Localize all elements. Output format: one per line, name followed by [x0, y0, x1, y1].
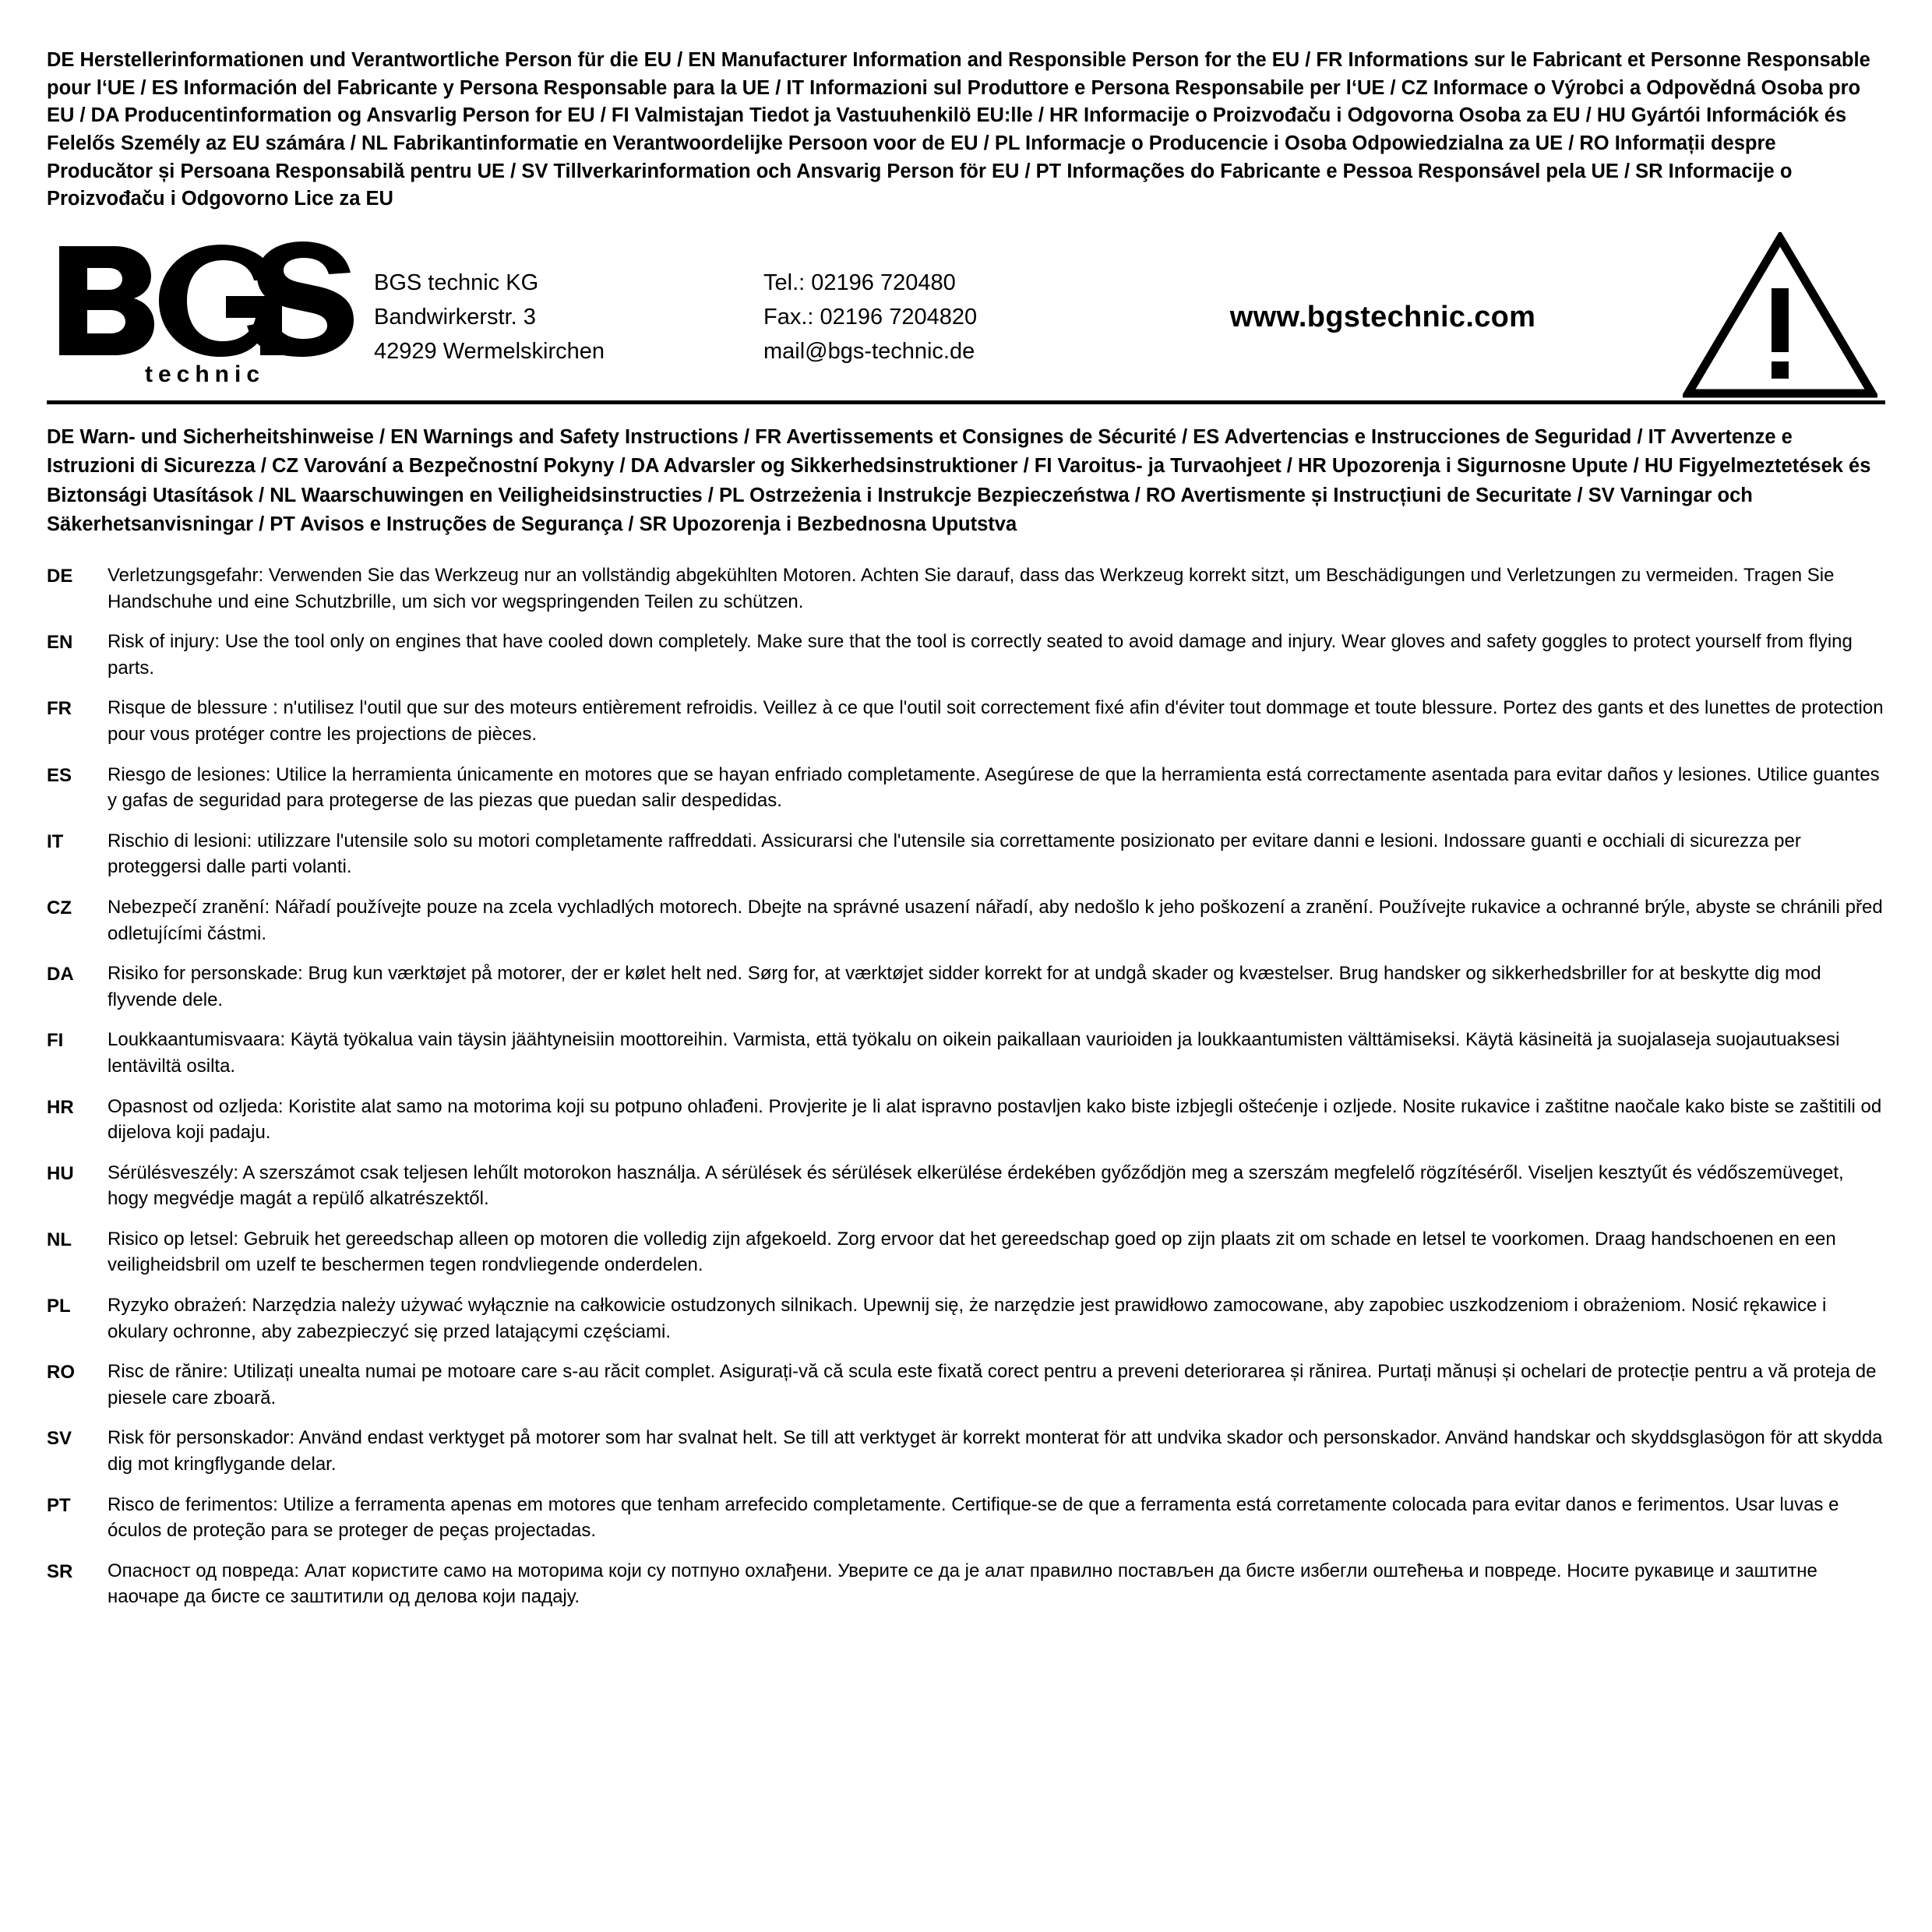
- language-code: EN: [47, 632, 73, 654]
- company-city: 42929 Wermelskirchen: [374, 339, 605, 365]
- list-item: [47, 1359, 1885, 1411]
- bgs-logo-subtext-icon: [53, 357, 365, 391]
- svg-text:technic: technic: [145, 361, 266, 388]
- note-text: Risk of injury: Use the tool only on engines that have cooled down completely. Make sure that the tool is correctly seated to avoid damage and injury. Wear gloves and safety goggles to protect yourself from flying parts.: [108, 631, 1853, 679]
- note-text: Nebezpečí zranění: Nářadí používejte pouze na zcela vychladlých motorech. Dbejte na správné usazení nářadí, aby nedošlo k jeho poškození a zranění. Používejte rukavice a ochranné brýle, abyste se chránili před odletujícími částmi.: [108, 896, 1883, 944]
- language-code: RO: [47, 1362, 75, 1384]
- list-item: [47, 894, 1885, 947]
- safety-notes-list: [47, 562, 1885, 1610]
- language-code: NL: [47, 1229, 72, 1250]
- note-text: Verletzungsgefahr: Verwenden Sie das Werkzeug nur an vollständig abgekühlten Motoren. Achten Sie darauf, dass das Werkzeug korrekt sitzt, um Beschädigungen und Verletzungen zu vermeiden. Tragen Sie Handschuhe und eine Schutzbrille, um sich vor wegspringenden Teilen zu schützen.: [108, 565, 1835, 612]
- list-item: [47, 828, 1885, 880]
- company-tel: Tel.: 02196 720480: [763, 270, 956, 295]
- note-text: Risco de ferimentos: Utilize a ferramenta apenas em motores que tenham arrefecido completamente. Certifique-se de que a ferramenta está corretamente colocada para evitar danos e ferimentos. Usar luvas e óculos de proteção para se proteger de peças projectadas.: [108, 1493, 1839, 1542]
- list-item: [47, 629, 1885, 681]
- company-website[interactable]: www.bgstechnic.com: [1229, 300, 1536, 333]
- list-item: [47, 695, 1885, 747]
- warnings-heading: DE Warn- und Sicherheitshinweise / EN Warnings and Safety Instructions / FR Avertissements et Consignes de Sécurité / ES Advertencias e Instrucciones de Seguridad / IT Avvertenze e Istruzioni di Sicurezza / CZ Varování a Bezpečnostní Pokyny / DA Advarsler og Sikkerhedsinstruktioner / FI Varoitus- ja Turvaohjeet / HR Upozorenja i Sigurnosne Upute / HU Figyelmeztetések és Biztonsági Utasítások / NL Waarschuwingen en Veiligheidsinstructies / PL Ostrzeżenia i Instrukcje Bezpieczeństwa / RO Avertismente și Instrucțiuni de Securitate / SV Varningar och Säkerhetsanvisningar / PT Avisos e Instruções de Segurança / SR Upozorenja i Bezbednosna Uputstva: [47, 426, 1871, 535]
- company-email[interactable]: mail@bgs-technic.de: [763, 339, 975, 365]
- language-code: DA: [47, 964, 74, 985]
- language-code: FR: [47, 698, 72, 720]
- note-text: Risque de blessure : n'utilisez l'outil que sur des moteurs entièrement refroidis. Veillez à ce que l'outil soit correctement fixé afin d'éviter tout dommage et toute blessure. Portez des gants et des lunettes de protection pour vous protéger contre les projections de pièces.: [108, 697, 1884, 745]
- note-text: Risk för personskador: Använd endast verktyget på motorer som har svalnat helt. Se till att verktyget är korrekt monterat för att undvika skador och personskador. Använd handskar och skyddsglasögon för att skydda dig mot kringflygande delar.: [108, 1427, 1883, 1475]
- language-code: HR: [47, 1096, 74, 1118]
- note-text: Risico op letsel: Gebruik het gereedschap alleen op motoren die volledig zijn afgekoeld. Zorg ervoor dat het gereedschap goed op zijn plaats zit om schade en letsel te voorkomen. Draag handschoenen en een veiligheidsbril om uzelf te beschermen tegen rondvliegende onderdelen.: [108, 1228, 1836, 1276]
- list-item: [47, 1160, 1885, 1212]
- company-street: Bandwirkerstr. 3: [374, 305, 536, 330]
- note-text: Ryzyko obrażeń: Narzędzia należy używać wyłącznie na całkowicie ostudzonych silnikach. Upewnij się, że narzędzie jest prawidłowo zamocowane, aby zapobiec uszkodzeniom i obrażeniom. Nosić rękawice i okulary ochronne, aby zabezpieczyć się przed latającymi częściami.: [108, 1295, 1827, 1342]
- note-text: Opasnost od ozljeda: Koristite alat samo na motorima koji su potpuno ohlađeni. Provjerite je li alat ispravno postavljen kako biste izbjegli oštećenje i ozljede. Nosite rukavice i zaštitne naočale kako biste se zaštitili od dijelova koji padaju.: [108, 1095, 1882, 1144]
- bgs-logo: [47, 240, 374, 391]
- list-item: [47, 562, 1885, 615]
- language-code: CZ: [47, 897, 72, 918]
- note-text: Опасност од повреда: Алат користите само на моторима који су потпуно охлађени. Уверите се да је алат правилно постављен да бисте избегли оштећења и повреде. Носите рукавице и заштитне наочаре да бисте се заштитили од делова који падају.: [108, 1560, 1817, 1608]
- list-item: [47, 1492, 1885, 1544]
- company-contact: [763, 263, 1098, 368]
- language-code: IT: [47, 830, 64, 852]
- list-item: [47, 1226, 1885, 1278]
- language-code: SV: [47, 1428, 72, 1450]
- note-text: Risiko for personskade: Brug kun værktøjet på motorer, der er kølet helt ned. Sørg for, at værktøjet sidder korrekt for at undgå skader og kvæstelser. Brug handsker og sikkerhedsbriller for at beskytte dig mod flyvende dele.: [108, 963, 1821, 1010]
- language-code: HU: [47, 1162, 74, 1184]
- language-code: ES: [47, 764, 72, 786]
- language-code: SR: [47, 1560, 73, 1582]
- list-item: [47, 1425, 1885, 1477]
- warning-triangle-icon: [1683, 232, 1877, 400]
- company-info-block: [47, 234, 1885, 397]
- note-text: Rischio di lesioni: utilizzare l'utensile solo su motori completamente raffreddati. Assicurarsi che l'utensile sia correttamente posizionato per evitare danni e lesioni. Indossare guanti e occhiali di sicurezza per proteggersi dalle parti volanti.: [108, 830, 1801, 878]
- note-text: Sérülésveszély: A szerszámot csak teljesen lehűlt motorokon használja. A sérülések és sérülések elkerülése érdekében győződjön meg a szerszám megfelelő rögzítéséről. Viseljen kesztyűt és védőszemüveget, hogy megvédje magát a repülő alkatrészektől.: [108, 1162, 1844, 1210]
- header-divider: [47, 400, 1885, 404]
- note-text: Risc de rănire: Utilizați unealta numai pe motoare care s-au răcit complet. Asigurați-vă că scula este fixată corect pentru a preveni deteriorarea și rănirea. Purtați mănuși și ochelari de protecție pentru a vă proteja de piesele care zboară.: [108, 1361, 1877, 1408]
- language-code: DE: [47, 566, 73, 587]
- company-fax: Fax.: 02196 7204820: [763, 305, 978, 330]
- warning-triangle: [1667, 232, 1885, 400]
- language-code: PL: [47, 1296, 71, 1317]
- bgs-logo-icon: [53, 240, 365, 357]
- language-code: PT: [47, 1494, 71, 1516]
- list-item: [47, 1558, 1885, 1610]
- list-item: [47, 1094, 1885, 1146]
- note-text: Loukkaantumisvaara: Käytä työkalua vain täysin jäähtyneisiin moottoreihin. Varmista, että työkalu on oikein paikallaan vaurioiden ja loukkaantumisten välttämiseksi. Käytä käsineitä ja suojalaseja suojautuaksesi lentäviltä osilta.: [108, 1029, 1840, 1077]
- note-text: Riesgo de lesiones: Utilice la herramienta únicamente en motores que se hayan enfriado completamente. Asegúrese de que la herramienta está correctamente asentada para evitar daños y lesiones. Utilice guantes y gafas de seguridad para protegerse de las piezas que puedan salir despedidas.: [108, 763, 1880, 812]
- list-item: [47, 1027, 1885, 1079]
- manufacturer-info-heading: DE Herstellerinformationen und Verantwortliche Person für die EU / EN Manufacturer Information and Responsible Person for the EU / FR Informations sur le Fabricant et Personne Responsable pour l‘UE / ES Información del Fabricante y Persona Responsable para la UE / IT Informazioni sul Produttore e Persona Responsabile per l‘UE / CZ Informace o Výrobci a Odpovědná Osoba pro EU / DA Producentinformation og Ansvarlig Person for EU / FI Valmistajan Tiedot ja Vastuuhenkilö EU:lle / HR Informacije o Proizvođaču i Odgovorna Osoba za EU / HU Gyártói Információk és Felelős Személy az EU számára / NL Fabrikantinformatie en Verantwoordelijke Persoon voor de EU / PL Informacje o Producencie i Osoba Odpowiedzialna za UE / RO Informații despre Producător și Persoana Responsabilă pentru UE / SV Tillverkarinformation och Ansvarig Person för EU / PT Informações do Fabricante e Pessoa Responsável pela UE / SR Informacije o Proizvođaču i Odgovorno Lice za EU: [47, 49, 1870, 210]
- language-code: FI: [47, 1030, 64, 1052]
- list-item: [47, 1292, 1885, 1345]
- company-name: BGS technic KG: [374, 270, 539, 295]
- company-address: [374, 263, 763, 368]
- list-item: [47, 762, 1885, 814]
- list-item: [47, 961, 1885, 1013]
